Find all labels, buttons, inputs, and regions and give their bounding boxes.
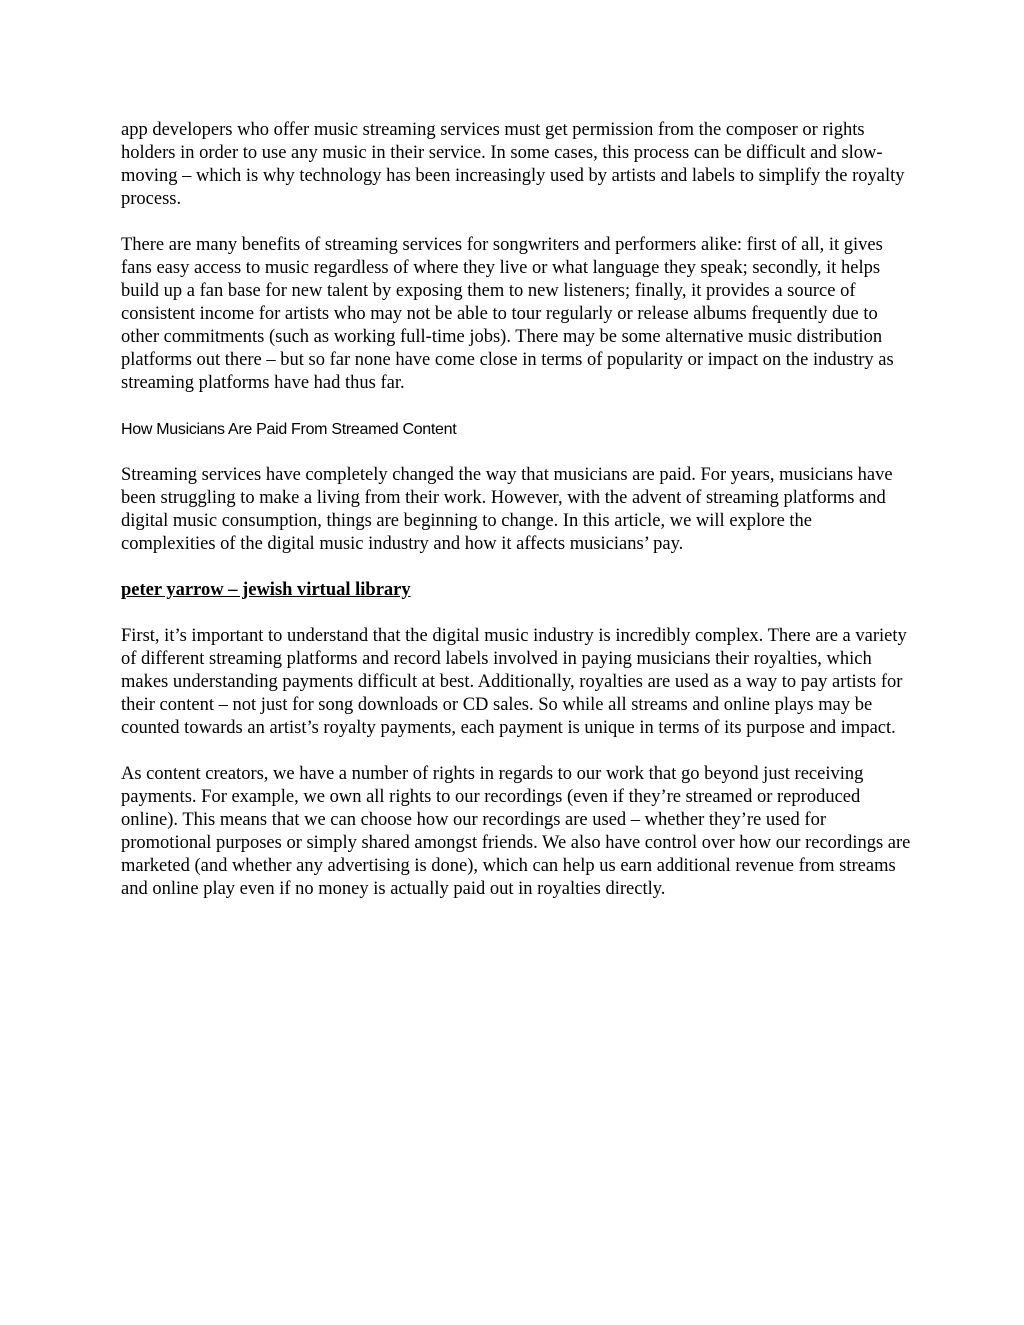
- section-heading: How Musicians Are Paid From Streamed Content: [121, 421, 457, 438]
- paragraph-creator-rights: As content creators, we have a number of rights in regards to our work that go beyond just receiving payments. For example, we own all rights to our recordings (even if they’re streamed or reproduced online). This means that we can choose how our recordings are used – whether they’re used for promotional purposes or simply shared amongst friends. We also have control over how our recordings are marketed (and whether any advertising is done), which can help us earn additional revenue from streams and online play even if no money is actually paid out in royalties directly.: [121, 764, 911, 899]
- link-heading[interactable]: peter yarrow – jewish virtual library: [121, 580, 411, 600]
- document-body: [121, 119, 911, 924]
- paragraph-royalty-permission: app developers who offer music streaming services must get permission from the composer or rights holders in order to use any music in their service. In some cases, this process can be difficult and slow-moving – which is why technology has been increasingly used by artists and labels to simplify the royalty process.: [121, 120, 905, 209]
- paragraph-streaming-benefits: There are many benefits of streaming services for songwriters and performers alike: first of all, it gives fans easy access to music regardless of where they live or what language they speak; secondly, it helps build up a fan base for new talent by exposing them to new listeners; finally, it provides a source of consistent income for artists who may not be able to tour regularly or release albums frequently due to other commitments (such as working full-time jobs). There may be some alternative music distribution platforms out there – but so far none have come close in terms of popularity or impact on the industry as streaming platforms have had thus far.: [121, 235, 894, 393]
- paragraph-industry-complexity: First, it’s important to understand that the digital music industry is incredibly complex. There are a variety of different streaming platforms and record labels involved in paying musicians their royalties, which makes understanding payments difficult at best. Additionally, royalties are used as a way to pay artists for their content – not just for song downloads or CD sales. So while all streams and online plays may be counted towards an artist’s royalty payments, each payment is unique in terms of its purpose and impact.: [121, 626, 907, 738]
- paragraph-musician-pay: Streaming services have completely changed the way that musicians are paid. For years, musicians have been struggling to make a living from their work. However, with the advent of streaming platforms and digital music consumption, things are beginning to change. In this article, we will explore the complexities of the digital music industry and how it affects musicians’ pay.: [121, 465, 893, 554]
